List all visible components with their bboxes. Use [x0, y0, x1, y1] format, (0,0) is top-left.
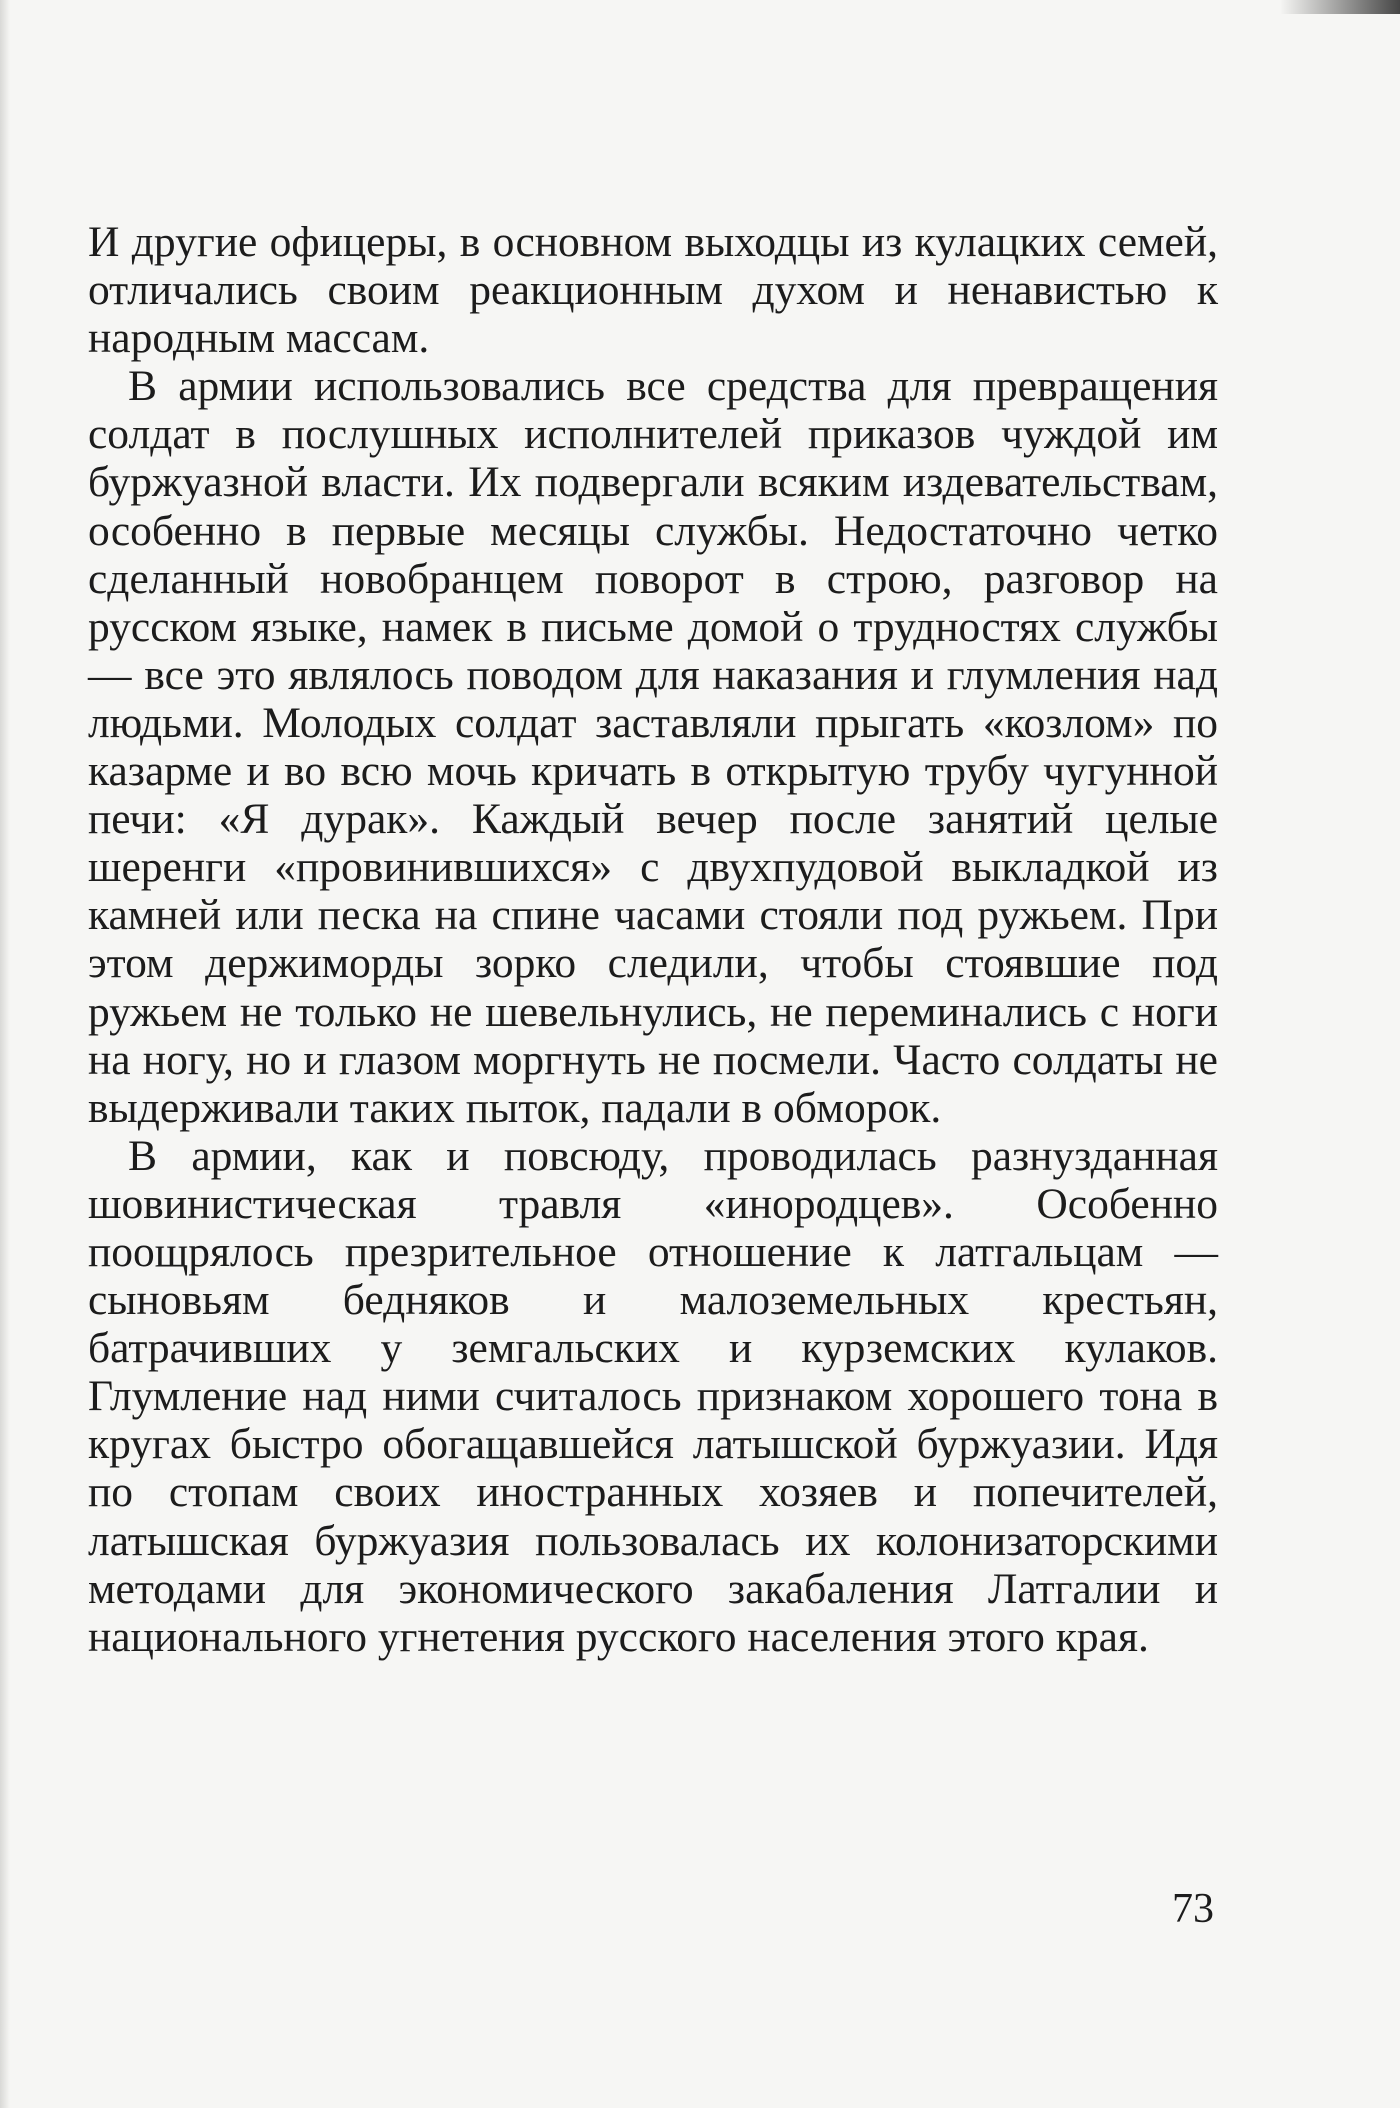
scan-edge-left [0, 0, 10, 2108]
scan-edge-shadow [1280, 0, 1400, 14]
paragraph-2: В армии использовались все средства для превращения солдат в послушных исполнителей приказов чуждой им буржуазной власти. Их подвергали всяким издевательствам, особенно в первые месяцы службы. Недостаточно четко сделанный новобранцем поворот в строю, разговор на русском языке, намек в письме домой о трудностях службы — все это являлось поводом для наказания и глумления над людьми. Молодых солдат заставляли прыгать «козлом» по казарме и во всю мочь кричать в открытую трубу чугунной печи: «Я дурак». Каждый вечер после занятий целые шеренги «провинившихся» с двухпудовой выкладкой из камней или песка на спине часами стояли под ружьем. При этом держиморды зорко следили, чтобы стоявшие под ружьем не только не шевельнулись, не переминались с ноги на ногу, но и глазом моргнуть не посмели. Часто солдаты не выдерживали таких пыток, падали в обморок. [88, 362, 1218, 1132]
paragraph-3: В армии, как и повсюду, проводилась разнузданная шовинистическая травля «инородцев». Особенно поощрялось презрительное отношение к латгальцам — сыновьям бедняков и малоземельных крестьян, батрачивших у земгальских и курземских кулаков. Глумление над ними считалось признаком хорошего тона в кругах быстро обогащавшейся латышской буржуазии. Идя по стопам своих иностранных хозяев и попечителей, латышская буржуазия пользовалась их колонизаторскими методами для экономического закабаления Латгалии и национального угнетения русского населения этого края. [88, 1131, 1218, 1661]
body-text [88, 218, 1218, 1661]
paragraph-1: И другие офицеры, в основном выходцы из кулацких семей, отличались своим реакционным духом и ненавистью к народным массам. [88, 218, 1218, 363]
page-number: 73 [1172, 1886, 1214, 1932]
